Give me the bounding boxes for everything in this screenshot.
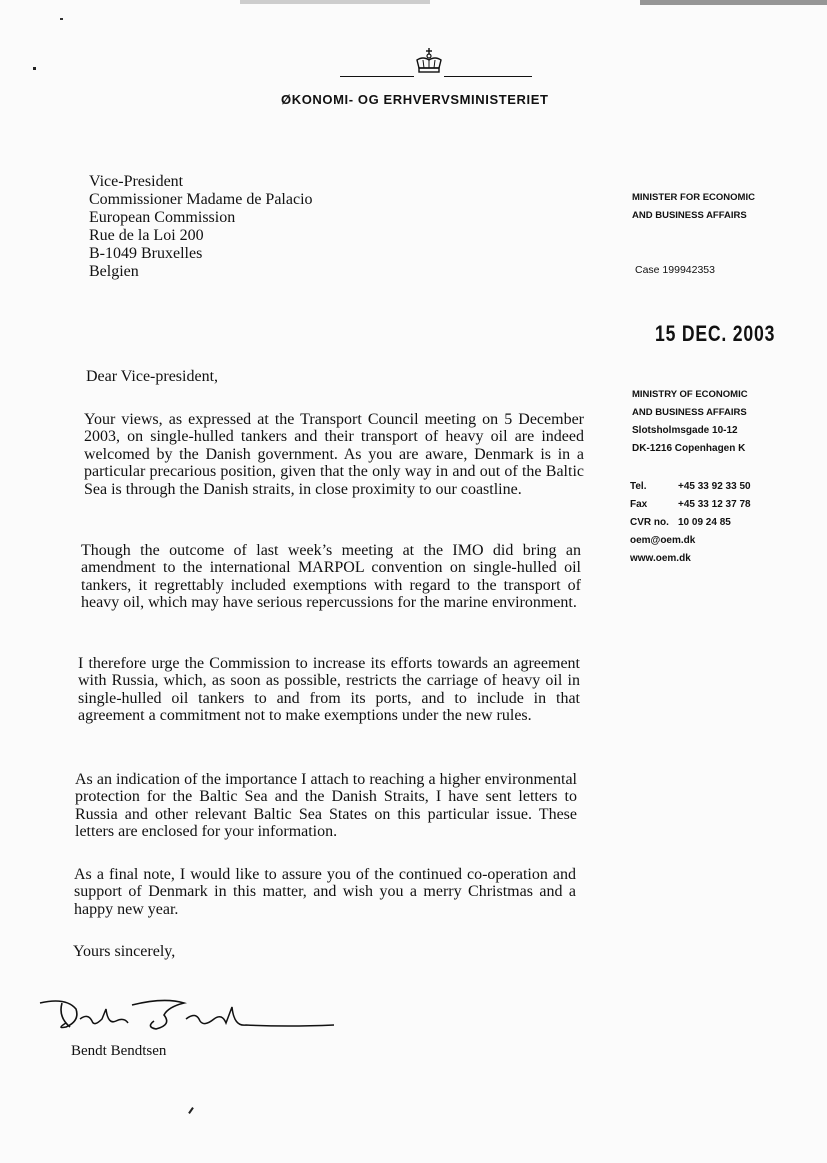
cvr-number: 10 09 24 85 — [678, 517, 731, 528]
scan-speck — [188, 1107, 194, 1114]
letterhead-rule-right — [444, 76, 532, 77]
tel-row: Tel. +45 33 92 33 50 — [630, 478, 751, 496]
sender-title: MINISTER FOR ECONOMIC AND BUSINESS AFFAIRS — [632, 192, 755, 221]
recipient-line: Rue de la Loi 200 — [89, 227, 204, 244]
paragraph: I therefore urge the Commission to increase its efforts towards an agreement with Russia, which, as soon as possible, restricts the carriage of heavy oil in single-hulled oil tankers to and from its ports, and to include in that agreement a commitment not to make exemptions under the new rules. — [78, 655, 580, 725]
paragraph: Your views, as expressed at the Transport Council meeting on 5 December 2003, on single-hulled tankers and their transport of heavy oil are indeed welcomed by the Danish government. As you are aware, Denmark is in a particular precarious position, given that the only way in and out of the Baltic Sea is through the Danish straits, in close proximity to our coastline. — [84, 411, 584, 498]
paragraph: Though the outcome of last week’s meeting at the IMO did bring an amendment to the international MARPOL convention on single-hulled oil tankers, it regrettably included exemptions with regard to the transport of heavy oil, which may have serious repercussions for the marine environment. — [81, 542, 581, 612]
recipient-line: Belgien — [89, 263, 139, 280]
fax-row: Fax +45 33 12 37 78 — [630, 496, 751, 514]
sender-address: MINISTRY OF ECONOMIC AND BUSINESS AFFAIRS Slotsholmsgade 10-12 DK-1216 Copenhagen K — [632, 389, 748, 454]
email-link: oem@oem.dk — [630, 535, 696, 546]
salutation: Dear Vice-president, — [86, 368, 219, 385]
scan-artifact — [640, 0, 827, 5]
letterhead-rule-left — [340, 76, 414, 77]
contact-block — [630, 478, 751, 568]
date-stamp: 15 DEC. 2003 — [655, 321, 776, 346]
scan-speck — [60, 18, 63, 20]
recipient-line: B-1049 Bruxelles — [89, 245, 203, 262]
crown-logo-icon — [414, 48, 444, 76]
case-number: Case 199942353 — [635, 264, 715, 276]
signature-image — [36, 995, 336, 1037]
recipient-address — [89, 173, 313, 281]
closing: Yours sincerely, — [73, 943, 176, 960]
paragraph: As a final note, I would like to assure you of the continued co-operation and support of Denmark in this matter, and wish you a merry Christmas and a happy new year. — [74, 866, 576, 918]
fax-number: +45 33 12 37 78 — [678, 499, 751, 510]
scan-speck — [33, 67, 36, 70]
recipient-line: Commissioner Madame de Palacio — [89, 191, 313, 208]
paragraph: As an indication of the importance I attach to reaching a higher environmental protection for the Baltic Sea and the Danish Straits, I have sent letters to Russia and other relevant Baltic Sea States on this particular issue. These letters are enclosed for your information. — [75, 771, 577, 841]
tel-number: +45 33 92 33 50 — [678, 481, 751, 492]
signer-name: Bendt Bendtsen — [71, 1043, 167, 1059]
recipient-line: European Commission — [89, 209, 236, 226]
recipient-line: Vice-President — [89, 173, 184, 190]
scan-artifact — [240, 0, 430, 4]
web-link: www.oem.dk — [630, 553, 691, 564]
cvr-row: CVR no. 10 09 24 85 — [630, 514, 751, 532]
ministry-name: ØKONOMI- OG ERHVERVSMINISTERIET — [281, 92, 549, 107]
